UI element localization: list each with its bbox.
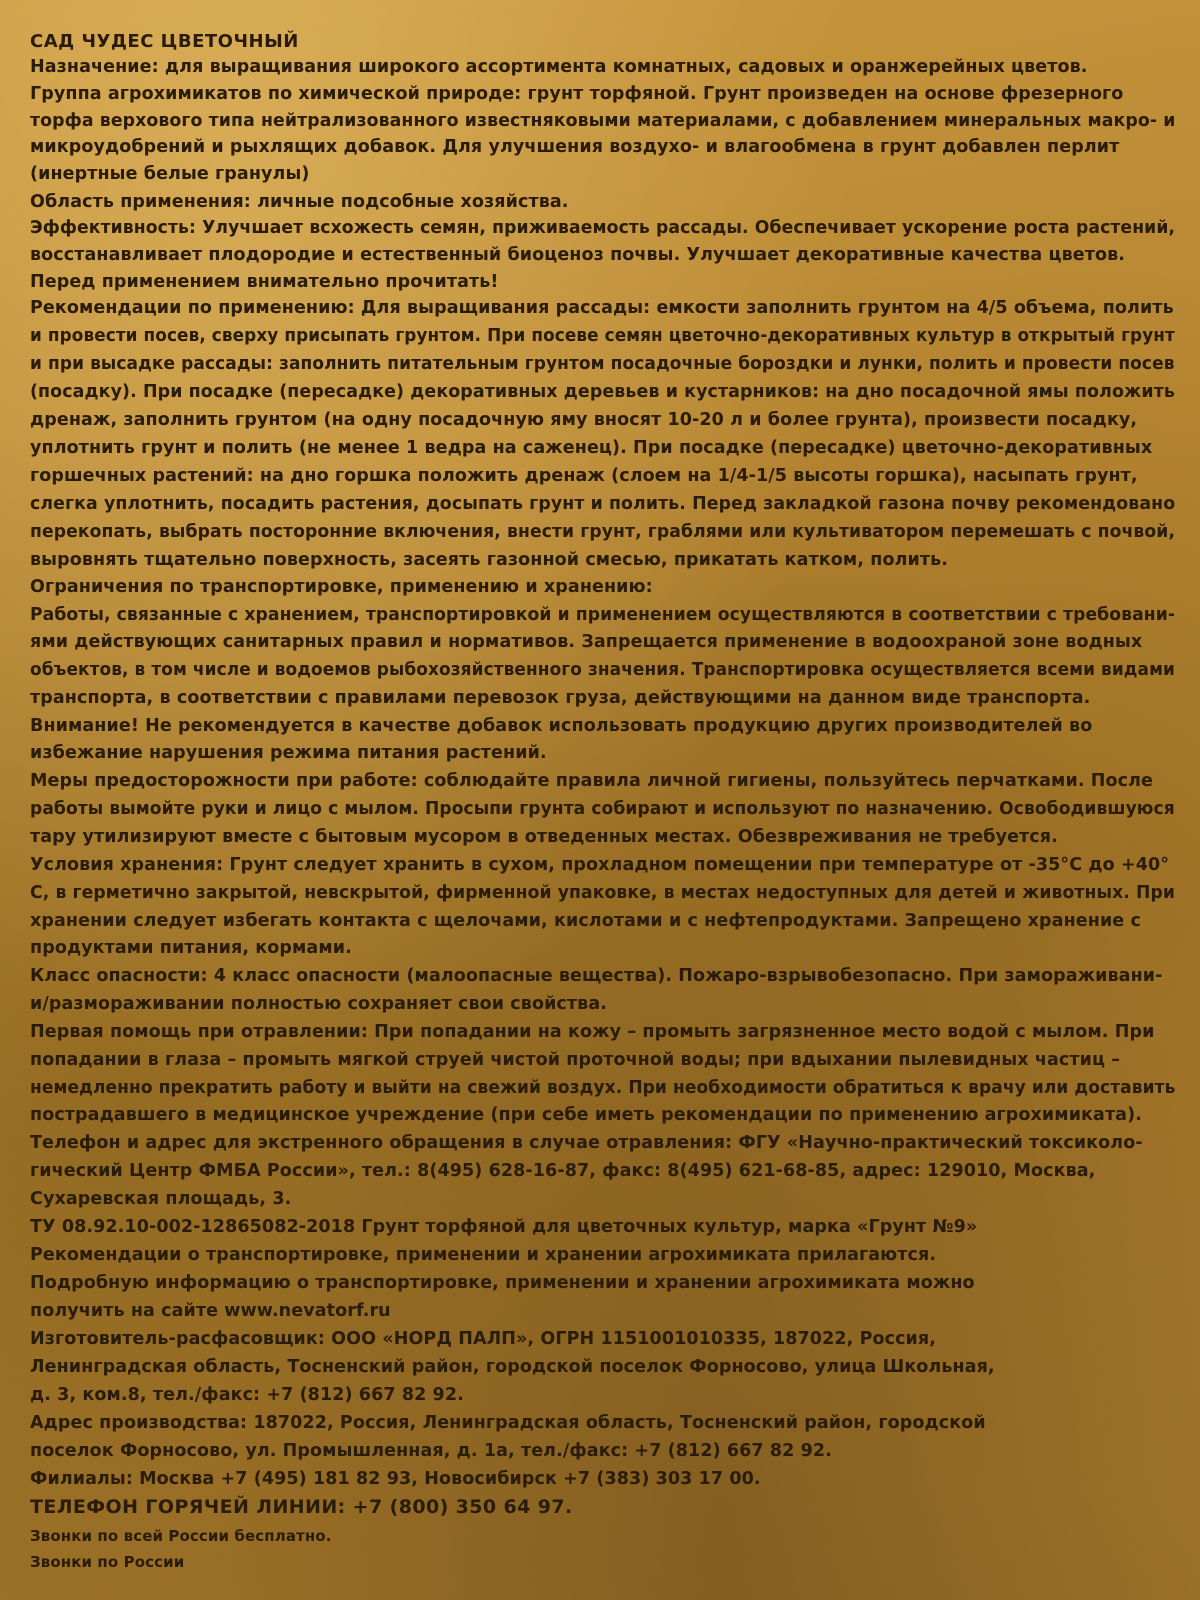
text-line: Адрес производства: 187022, Россия, Ленинградская область, Тосненский район, городской xyxy=(30,1413,986,1433)
text-line: (инертные белые гранулы) xyxy=(30,164,310,184)
text-line: слегка уплотнить, посадить растения, досыпать грунт и полить. Перед закладкой газона почву рекомендовано xyxy=(30,494,1175,514)
text-line: д. 3, ком.8, тел./факс: +7 (812) 667 82 92. xyxy=(30,1385,464,1405)
text-line: Филиалы: Москва +7 (495) 181 82 93, Новосибирск +7 (383) 303 17 00. xyxy=(30,1469,761,1489)
text-line: Класс опасности: 4 класс опасности (малоопасные вещества). Пожаро-взрывобезопасно. При замораживани- xyxy=(30,966,1163,986)
text-line: перекопать, выбрать посторонние включения, внести грунт, граблями или культиватором перемешать с почвой, xyxy=(30,522,1175,542)
text-line: С, в герметично закрытой, невскрытой, фирменной упаковке, в местах недоступных для детей и животных. При xyxy=(30,883,1175,903)
text-line: хранении следует избегать контакта с щелочами, кислотами и с нефтепродуктами. Запрещено хранение с xyxy=(30,911,1141,931)
text-line: Область применения: личные подсобные хозяйства. xyxy=(30,192,569,212)
text-line: микроудобрений и рыхлящих добавок. Для улучшения воздухо- и влагообмена в грунт добавлен перлит xyxy=(30,137,1120,157)
text-line: дренаж, заполнить грунтом (на одну посадочную яму вносят 10-20 л и более грунта), произвести посадку, xyxy=(30,410,1138,430)
text-line: Сухаревская площадь, 3. xyxy=(30,1189,292,1209)
text-line: поселок Форносово, ул. Промышленная, д. 1а, тел./факс: +7 (812) 667 82 92. xyxy=(30,1441,832,1461)
text-line: Подробную информацию о транспортировке, применении и хранении агрохимиката можно xyxy=(30,1273,975,1293)
text-line: транспорта, в соответствии с правилами перевозок груза, действующими на данном виде транспорта. xyxy=(30,688,1091,708)
text-line: объектов, в том числе и водоемов рыбохозяйственного значения. Транспортировка осуществляется всеми видами xyxy=(30,660,1175,680)
text-line: горшечных растений: на дно горшка положить дренаж (слоем на 1/4-1/5 высоты горшка), насыпать грунт, xyxy=(30,466,1138,486)
text-line: пострадавшего в медицинское учреждение (при себе иметь рекомендации по применению агрохимиката). xyxy=(30,1105,1142,1125)
text-line: и/размораживании полностью сохраняет свои свойства. xyxy=(30,994,607,1014)
text-line: Первая помощь при отравлении: При попадании на кожу – промыть загрязненное место водой с мылом. При xyxy=(30,1022,1155,1042)
text-line: Меры предосторожности при работе: соблюдайте правила личной гигиены, пользуйтесь перчатками. После xyxy=(30,771,1153,791)
text-line: и при высадке рассады: заполнить питательным грунтом посадочные бороздки и лунки, полить и провести посев xyxy=(30,354,1175,374)
text-line: (посадку). При посадке (пересадке) декоративных деревьев и кустарников: на дно посадочной ямы положить xyxy=(30,382,1175,402)
website-line: получить на сайте www.nevatorf.ru xyxy=(30,1301,391,1321)
text-line: выровнять тщательно поверхность, засеять газонной смесью, прикатать катком, полить. xyxy=(30,550,949,570)
text-line: восстанавливает плодородие и естественный биоценоз почвы. Улучшает декоративные качества цветов. xyxy=(30,245,1126,265)
text-line: ями действующих санитарных правил и нормативов. Запрещается применение в водоохраной зоне водных xyxy=(30,632,1143,652)
text-line: Назначение: для выращивания широкого ассортимента комнатных, садовых и оранжерейных цветов. xyxy=(30,57,1088,77)
text-line: Внимание! Не рекомендуется в качестве добавок использовать продукцию других производителей во xyxy=(30,716,1093,736)
text-line: Эффективность: Улучшает всхожесть семян, приживаемость рассады. Обеспечивает ускорение роста растений, xyxy=(30,218,1175,238)
text-line: Группа агрохимикатов по химической природе: грунт торфяной. Грунт произведен на основе фрезерного xyxy=(30,84,1124,104)
section-heading: Ограничения по транспортировке, применению и хранению: xyxy=(30,577,653,597)
text-line: и провести посев, сверху присыпать грунтом. При посеве семян цветочно-декоративных культур в открытый грунт xyxy=(30,326,1175,346)
text-line: Звонки по России xyxy=(30,1553,185,1571)
text-line: попадании в глаза – промыть мягкой струей чистой проточной воды; при вдыхании пылевидных частиц – xyxy=(30,1050,1121,1070)
text-line: ТУ 08.92.10-002-12865082-2018 Грунт торфяной для цветочных культур, марка «Грунт №9» xyxy=(30,1217,978,1237)
product-title: САД ЧУДЕС ЦВЕТОЧНЫЙ xyxy=(30,31,299,52)
text-line: немедленно прекратить работу и выйти на свежий воздух. При необходимости обратиться к врачу или доставить xyxy=(30,1078,1175,1098)
text-line: продуктами питания, кормами. xyxy=(30,938,352,958)
text-line: Звонки по всей России бесплатно. xyxy=(30,1527,332,1545)
text-line: Перед применением внимательно прочитать! xyxy=(30,272,499,292)
text-line: работы вымойте руки и лицо с мылом. Просыпи грунта собирают и используют по назначению. Освободившуюся xyxy=(30,799,1175,819)
text-line: Телефон и адрес для экстренного обращения в случае отравления: ФГУ «Научно-практический токсиколо- xyxy=(30,1133,1143,1153)
text-line: Рекомендации по применению: Для выращивания рассады: емкости заполнить грунтом на 4/5 объема, полить xyxy=(30,298,1174,318)
hotline-phone: ТЕЛЕФОН ГОРЯЧЕЙ ЛИНИИ: +7 (800) 350 64 97. xyxy=(30,1496,573,1518)
text-line: Рекомендации о транспортировке, применении и хранении агрохимиката прилагаются. xyxy=(30,1245,937,1265)
text-line: гический Центр ФМБА России», тел.: 8(495) 628-16-87, факс: 8(495) 621-68-85, адрес: 129010, Москва, xyxy=(30,1161,1096,1181)
text-line: торфа верхового типа нейтрализованного известняковыми материалами, с добавлением минеральных макро- и xyxy=(30,111,1175,131)
text-line: уплотнить грунт и полить (не менее 1 ведра на саженец). При посадке (пересадке) цветочно-декоративных xyxy=(30,438,1153,458)
text-line: Изготовитель-расфасовщик: ООО «НОРД ПАЛП», ОГРН 1151001010335, 187022, Россия, xyxy=(30,1329,937,1349)
text-line: Работы, связанные с хранением, транспортировкой и применением осуществляются в соответствии с требовани- xyxy=(30,605,1175,625)
text-line: Условия хранения: Грунт следует хранить в сухом, прохладном помещении при температуре от -35°С до +40° xyxy=(30,855,1170,875)
text-line: тару утилизируют вместе с бытовым мусором в отведенных местах. Обезвреживания не требуется. xyxy=(30,827,1058,847)
product-label-back-text xyxy=(30,30,1175,1590)
text-line: Ленинградская область, Тосненский район, городской поселок Форносово, улица Школьная, xyxy=(30,1357,995,1377)
text-line: избежание нарушения режима питания растений. xyxy=(30,743,547,763)
